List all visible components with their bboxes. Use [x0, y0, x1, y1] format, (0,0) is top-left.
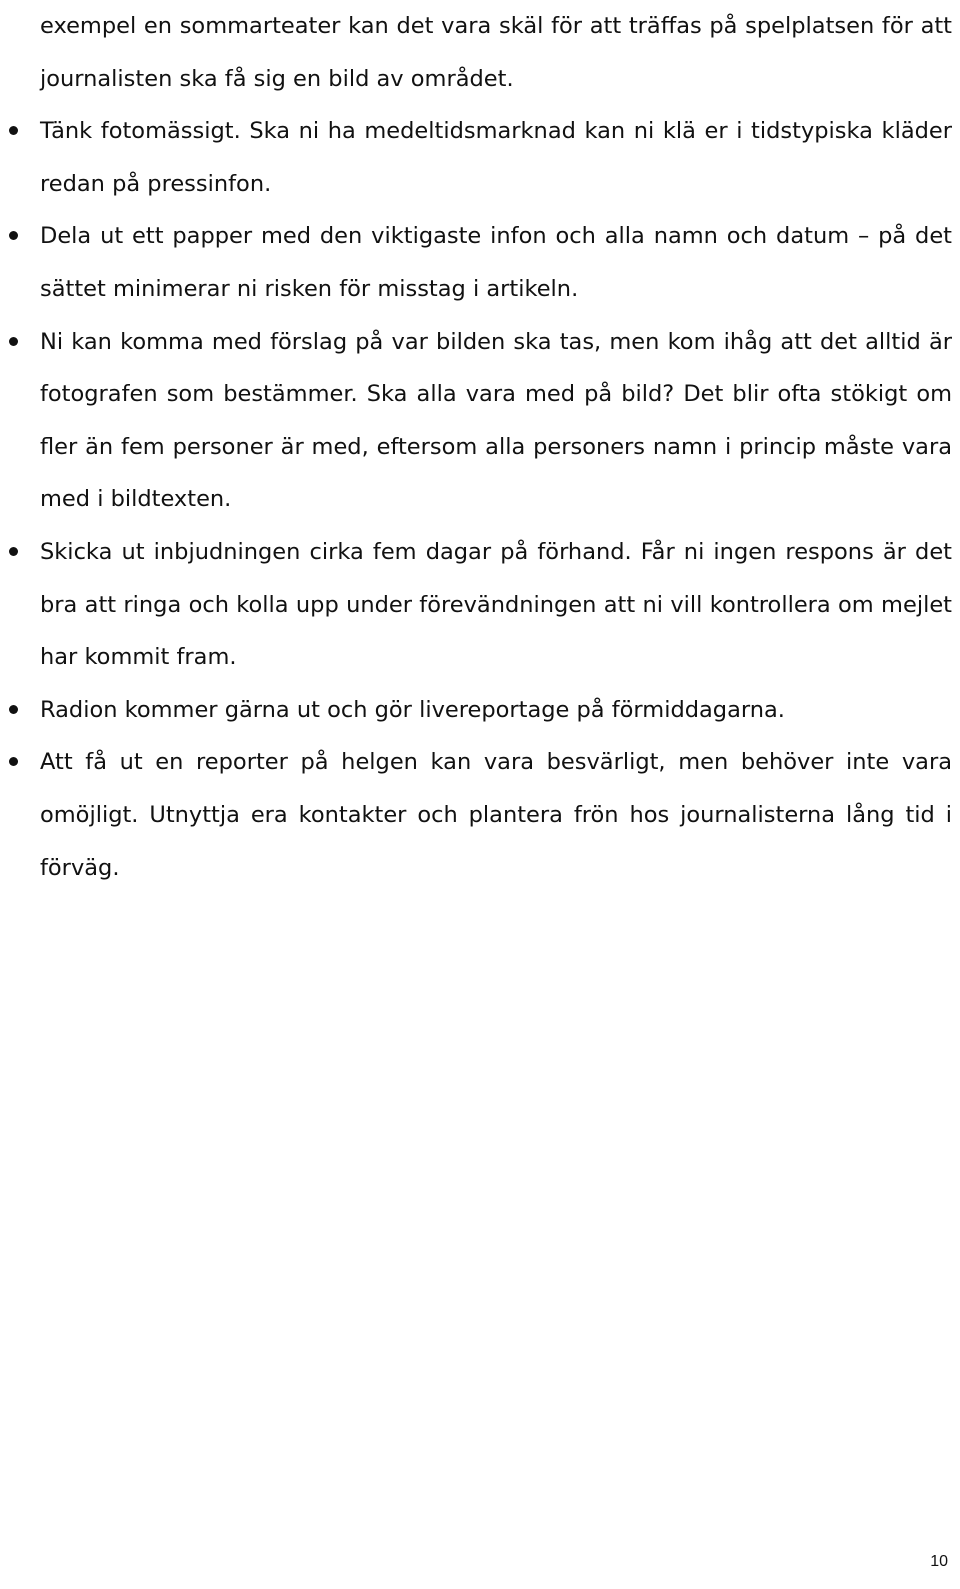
- list-item: [40, 316, 952, 526]
- page-number: 10: [930, 1553, 948, 1570]
- document-body: [40, 0, 952, 894]
- list-item-text: Radion kommer gärna ut och gör livereportage på förmiddagarna.: [40, 696, 785, 723]
- bullet-icon: [9, 547, 18, 556]
- bullet-icon: [9, 126, 18, 135]
- bullet-list: [40, 105, 952, 894]
- bullet-icon: [9, 231, 18, 240]
- bullet-icon: [9, 337, 18, 346]
- list-item-text: Dela ut ett papper med den viktigaste infon och alla namn och datum – på det sättet minimerar ni risken för misstag i artikeln.: [40, 223, 952, 302]
- list-item-text: Tänk fotomässigt. Ska ni ha medeltidsmarknad kan ni klä er i tidstypiska kläder redan på pressinfon.: [40, 118, 952, 197]
- list-item: [40, 684, 952, 737]
- list-item: [40, 736, 952, 894]
- list-item-text: Att få ut en reporter på helgen kan vara besvärligt, men behöver inte vara omöjligt. Utnyttja era kontakter och plantera frön hos journalisterna lång tid i förväg.: [40, 749, 952, 881]
- list-item-text: Skicka ut inbjudningen cirka fem dagar på förhand. Får ni ingen respons är det bra att ringa och kolla upp under förevändningen att ni vill kontrollera om mejlet har kommit fram.: [40, 538, 952, 671]
- list-item: [40, 210, 952, 315]
- bullet-icon: [9, 705, 18, 714]
- bullet-icon: [9, 757, 18, 766]
- continuation-paragraph: exempel en sommarteater kan det vara skäl för att träffas på spelplatsen för att journalisten ska få sig en bild av området.: [40, 13, 952, 92]
- list-item: [40, 105, 952, 210]
- list-item-text: Ni kan komma med förslag på var bilden ska tas, men kom ihåg att det alltid är fotografen som bestämmer. Ska alla vara med på bild? Det blir ofta stökigt om fler än fem personer är med, eftersom alla personers namn i princip måste vara med i bildtexten.: [40, 328, 952, 513]
- list-item: [40, 526, 952, 684]
